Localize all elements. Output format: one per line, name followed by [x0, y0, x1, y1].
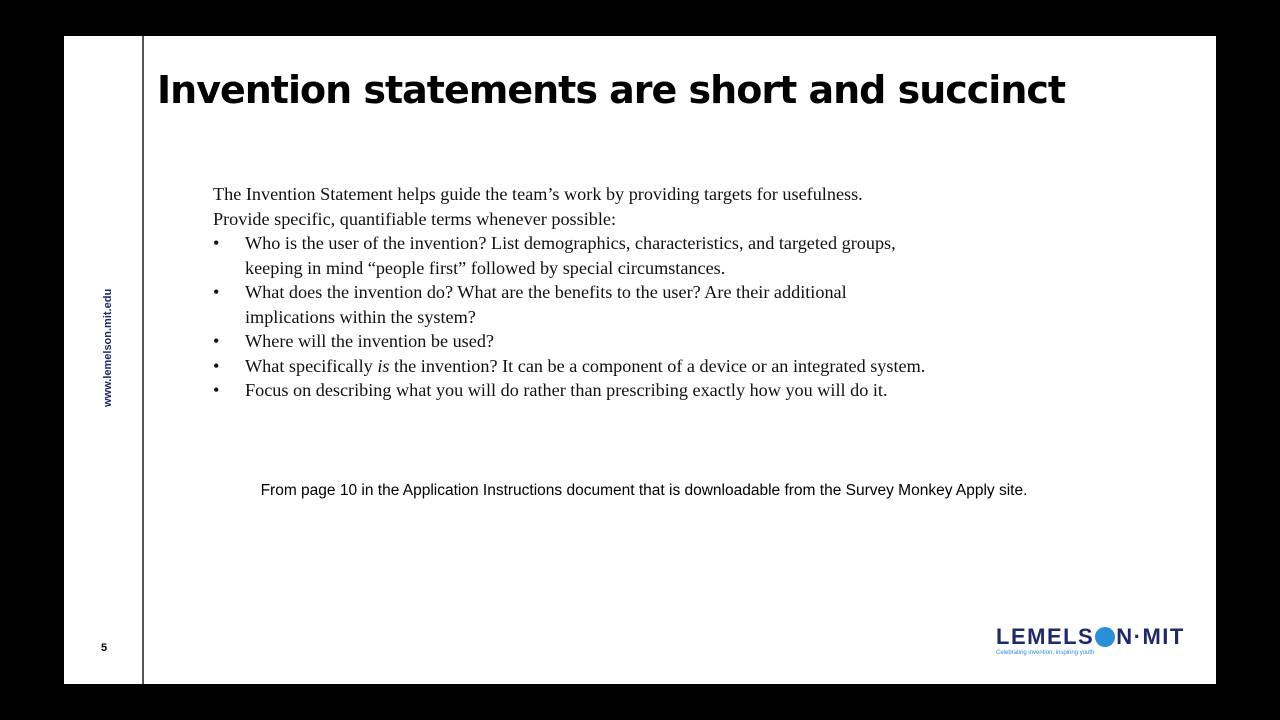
bullet-text: keeping in mind “people first” followed by special circumstances. — [245, 257, 726, 278]
bullet-icon: • — [213, 233, 220, 253]
bullet-item — [213, 329, 1073, 354]
bullet-icon: • — [213, 380, 220, 400]
bullet-item — [213, 280, 1073, 329]
document-excerpt — [213, 182, 1073, 403]
intro-line: Provide specific, quantifiable terms whenever possible: — [213, 208, 617, 229]
bullet-text: What does the invention do? What are the benefits to the user? Are their additional — [245, 282, 847, 302]
bullet-emphasis: is — [377, 355, 390, 376]
bullet-list — [213, 231, 1073, 403]
lightbulb-icon — [1095, 627, 1115, 647]
intro-line: The Invention Statement helps guide the team’s work by providing targets for usefulness. — [213, 184, 863, 204]
side-url-label: www.lemelson.mit.edu — [102, 288, 114, 408]
lemelson-mit-logo — [996, 624, 1196, 660]
logo-word-right: N·MIT — [1116, 624, 1185, 649]
bullet-icon: • — [213, 355, 220, 376]
bullet-item — [213, 378, 1073, 403]
bullet-text: Focus on describing what you will do rather than prescribing exactly how you will do it. — [245, 380, 888, 400]
slide — [64, 36, 1216, 684]
bullet-text: implications within the system? — [245, 306, 476, 327]
bullet-text-part: What specifically — [245, 355, 378, 376]
bullet-text-part: the invention? It can be a component of a device or an integrated system. — [389, 355, 926, 376]
logo-word-left: LEMELS — [996, 624, 1095, 649]
bullet-text: Where will the invention be used? — [245, 331, 494, 351]
bullet-item — [213, 231, 1073, 280]
bullet-item — [213, 354, 1073, 379]
source-caption: From page 10 in the Application Instructions document that is downloadable from the Survey Monkey Apply site. — [260, 482, 1028, 499]
logo-tagline: Celebrating invention, inspiring youth — [996, 650, 1095, 656]
bullet-text: Who is the user of the invention? List demographics, characteristics, and targeted groups, — [245, 233, 896, 253]
slide-title: Invention statements are short and succinct — [157, 68, 1066, 112]
page-number: 5 — [100, 642, 108, 654]
bullet-icon: • — [213, 282, 220, 302]
logo-wordmark — [996, 624, 1196, 650]
bullet-text — [245, 354, 1073, 379]
vertical-divider — [142, 36, 144, 684]
bullet-icon: • — [213, 331, 220, 351]
